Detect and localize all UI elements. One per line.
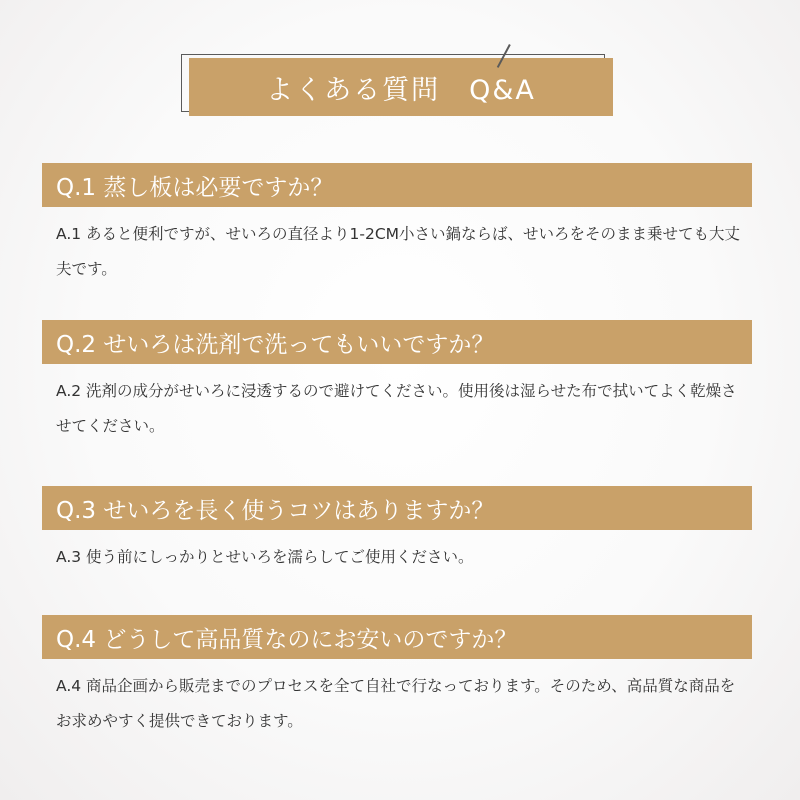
faq-answer-4: A.4 商品企画から販売までのプロセスを全て自社で行なっております。そのため、高品質な商品をお求めやすく提供できております。 [56,677,736,730]
faq-question-4: Q.4 どうして高品質なのにお安いのですか？ [42,615,752,659]
page-header [181,44,615,116]
faq-answer-2: A.2 洗剤の成分がせいろに浸透するので避けてください。使用後は湿らせた布で拭いてよく乾燥させてください。 [56,382,737,435]
faq-item-1 [42,163,752,287]
page-title: よくある質問 Q&A [189,58,613,116]
faq-item-2 [42,320,752,444]
faq-item-4 [42,615,752,739]
faq-answer-3: A.3 使う前にしっかりとせいろを濡らしてご使用ください。 [56,548,474,566]
faq-question-2: Q.2 せいろは洗剤で洗ってもいいですか？ [42,320,752,364]
faq-question-1: Q.1 蒸し板は必要ですか？ [42,163,752,207]
faq-question-3: Q.3 せいろを長く使うコツはありますか？ [42,486,752,530]
faq-item-3 [42,486,752,575]
faq-answer-1: A.1 あると便利ですが、せいろの直径より1-2CM小さい鍋ならば、せいろをそのまま乗せても大丈夫です。 [56,225,741,278]
